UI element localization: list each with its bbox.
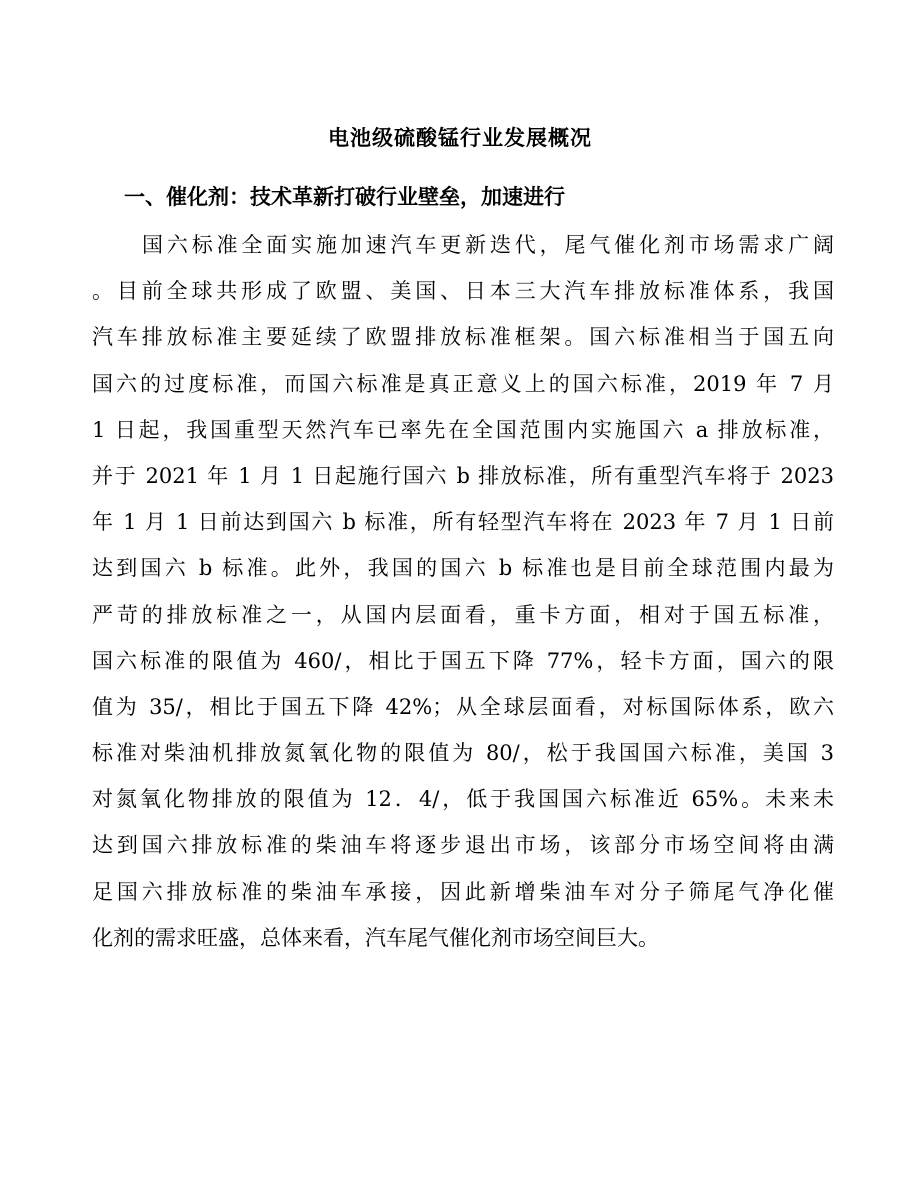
paragraph-line: 。目前全球共形成了欧盟、美国、日本三大汽车排放标准体系，我国 xyxy=(92,279,834,304)
paragraph-line: 标准对柴油机排放氮氧化物的限值为 80/，松于我国国六标准，美国 3 xyxy=(92,741,834,766)
paragraph-line: 化剂的需求旺盛，总体来看，汽车尾气催化剂市场空间巨大。 xyxy=(92,925,659,950)
paragraph-line: 严苛的排放标准之一，从国内层面看，重卡方面，相对于国五标准， xyxy=(92,602,834,627)
paragraph-line: 达到国六 b 标准。此外，我国的国六 b 标准也是目前全球范围内最为 xyxy=(92,556,834,581)
paragraph-line: 1 日起，我国重型天然汽车已率先在全国范围内实施国六 a 排放标准， xyxy=(92,417,834,442)
paragraph-line: 国六标准的限值为 460/，相比于国五下降 77%，轻卡方面，国六的限 xyxy=(92,648,834,673)
document-title: 电池级硫酸锰行业发展概况 xyxy=(328,126,592,150)
paragraph-line: 并于 2021 年 1 月 1 日起施行国六 b 排放标准，所有重型汽车将于 2023 xyxy=(92,463,834,488)
paragraph-line: 对氮氧化物排放的限值为 12．4/，低于我国国六标准近 65%。未来未 xyxy=(92,787,834,812)
paragraph-line: 达到国六排放标准的柴油车将逐步退出市场，该部分市场空间将由满 xyxy=(92,833,834,858)
paragraph-line: 年 1 月 1 日前达到国六 b 标准，所有轻型汽车将在 2023 年 7 月 1 日前 xyxy=(92,510,834,535)
paragraph-line: 汽车排放标准主要延续了欧盟排放标准框架。国六标准相当于国五向 xyxy=(92,325,834,350)
paragraph-line: 国六的过度标准，而国六标准是真正意义上的国六标准，2019 年 7 月 xyxy=(92,371,834,396)
paragraph-line: 值为 35/，相比于国五下降 42%；从全球层面看，对标国际体系，欧六 xyxy=(92,694,834,719)
paragraph-line: 足国六排放标准的柴油车承接，因此新增柴油车对分子筛尾气净化催 xyxy=(92,879,834,904)
section-heading: 一、催化剂：技术革新打破行业壁垒，加速进行 xyxy=(124,185,565,209)
paragraph-line: 国六标准全面实施加速汽车更新迭代，尾气催化剂市场需求广阔 xyxy=(142,233,834,257)
body-paragraph xyxy=(92,222,834,961)
